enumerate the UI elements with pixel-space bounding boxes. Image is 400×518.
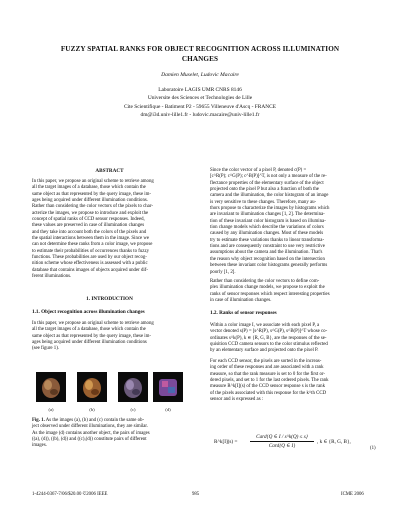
abstract-line: acterize the images, we propose to introduce and exploit the [32, 210, 149, 216]
caption-line: As the images (a), (b) and (c) contain the same ob- [45, 418, 145, 423]
body-line: measure R^k[I](s) of the CCD sensor response s is the rank [210, 384, 325, 390]
figure-label-a: (a) [48, 407, 54, 412]
subsection-heading-1-1: 1.1. Object recognition across illumination changes [32, 309, 145, 315]
intro-line: same object as that represented by the query image, these im- [32, 333, 152, 339]
subsection-heading-1-2: 1.2. Ranks of sensor responses [210, 310, 277, 316]
abstract-line: ages being acquired under different illumination conditions. [32, 198, 148, 204]
body-line: quisition CCD camera sensors to the color stimulus reflected [210, 342, 328, 348]
body-line: ranks of sensor responses which respect interesting properties [210, 291, 330, 297]
body-line: caused by any illumination changes. Most of these models [210, 231, 324, 237]
intro-line: all the target images of a database, those which contain the [32, 327, 146, 333]
abstract-line: can not determine these ranks from a color image, we propose [32, 242, 153, 248]
body-line: sensor and is expressed as : [210, 397, 264, 403]
abstract-body [32, 179, 187, 281]
intro-line: ages being acquired under different illumination conditions [32, 340, 147, 346]
equation-denominator: Card{Q ∈ I} [268, 443, 296, 449]
body-line: plex illumination change models, we propose to exploit the [210, 285, 325, 291]
right-paragraph-2 [210, 279, 370, 304]
abstract-line: to estimate their probabilities of occurrences thanks to fuzzy [32, 248, 150, 254]
body-line: vector denoted s(P) = [s^R(P), s^G(P), s^B(P)]^T whose co- [210, 329, 328, 335]
affiliation-emails: dm@i3d.univ-lille1.fr - ludovic.macaire@univ-lille1.fr [140, 111, 260, 118]
body-line: Rather than considering the color vectors to define com- [210, 279, 320, 284]
title-line-1: FUZZY SPATIAL RANKS FOR OBJECT RECOGNITION ACROSS ILLUMINATION [60, 45, 340, 53]
right-paragraph-3 [210, 323, 370, 355]
abstract-line: database that contains images of objects acquired under dif- [32, 267, 148, 273]
body-line: camera and the illumination, the color histogram of an image [210, 193, 329, 199]
caption-line: ((a), (d)), ((b), (d)) and ((c),(d)) constitute pairs of different [32, 437, 147, 443]
body-line: Since the color vector of a pixel P, denoted c(P) = [210, 168, 307, 173]
abstract-line: the spatial interactions between them in the image. Since we [32, 236, 150, 242]
affiliation-line-1: Laboratoire LAGIS UMR CNRS 8146 [158, 87, 242, 93]
body-line: tion of these invariant color histogram is based on illumina- [210, 218, 326, 224]
author-list: Damien Muselet, Ludovic Macaire [161, 72, 239, 78]
equation-lhs: R^k[I](s) = [214, 439, 238, 445]
body-line: by an elementary surface and projected onto the pixel P. [210, 348, 319, 354]
body-line: of the pixels associated with this response for the k^th CCD [210, 390, 327, 396]
equation-1 [214, 434, 364, 450]
body-line: try to estimate these variations thanks to linear transforma- [210, 237, 325, 243]
body-line: is very sensitive to these changes. Therefore, many au- [210, 199, 317, 205]
figure-image-d [153, 372, 183, 402]
body-line: measure, so that the rank measure is set to 0 for the first or- [210, 371, 326, 377]
abstract-line: ferent illuminations. [32, 274, 72, 280]
right-paragraph-1 [210, 168, 370, 276]
body-line: ordinates s^k(P), k ∈ {R, G, B}, are the responses of the se- [210, 335, 327, 341]
body-line: Within a color image I, we associate with each pixel P, a [210, 323, 320, 328]
figure-label-b: (b) [89, 407, 95, 412]
abstract-line: and they take into account both the colors of the pixels and [32, 229, 147, 235]
footer-isbn: 1-4244-0367-7/06/$20.00 ©2006 IEEE [32, 492, 108, 497]
figure-caption [32, 418, 187, 450]
body-line: flectance properties of the elementary surface of the object [210, 180, 324, 186]
caption-line: As the image (d) contains another object, the pairs of images [32, 430, 150, 436]
body-line: assumptions about the camera and the illumination. That's [210, 250, 323, 256]
body-line: projected onto the pixel P but also a function of both the [210, 187, 319, 193]
body-line: ing order of these responses and are associated with a rank [210, 365, 324, 371]
affiliation-block [60, 86, 340, 119]
figure-1 [32, 372, 187, 412]
abstract-line: nition scheme whose effectiveness is assessed with a public [32, 261, 148, 267]
body-line: dered pixels, and set to 1 for the last ordered pixels. The rank [210, 378, 329, 384]
body-line: between these invariant color histograms generally performs [210, 263, 328, 269]
caption-label: Fig. 1. [32, 418, 45, 423]
equation-numerator: Card{Q ∈ I / s^k(Q) ≤ s} [256, 434, 308, 440]
fraction-bar [250, 441, 314, 442]
body-line: the reason why object recognition based on the intersection [210, 256, 325, 262]
affiliation-line-3: Cite Scientifique - Batiment P2 - 59655 Villeneuve d'Ascq - FRANCE [123, 103, 277, 110]
page-number: 985 [192, 492, 200, 497]
intro-line: (see figure 1). [32, 346, 60, 352]
abstract-line: same object as that represented by the query image, these im- [32, 191, 152, 197]
footer-venue: ICME 2006 [341, 492, 364, 497]
abstract-line: functions. These probabilities are used by our object recog- [32, 255, 147, 261]
paper-title [40, 44, 360, 64]
body-line: are invariant to illumination changes [1, 2]. The determina- [210, 212, 325, 218]
caption-line: images. [32, 443, 47, 449]
equation-number: (1) [370, 446, 376, 451]
abstract-line: In this paper, we propose an original scheme to retrieve among [32, 179, 154, 184]
figure-label-d: (d) [165, 407, 171, 412]
equation-condition: , k ∈ {R, G, B}, [317, 439, 351, 445]
body-line: [c^R(P); c^G(P); c^B(P)]^T, is not only a measure of the re- [210, 174, 327, 180]
introduction-heading: 1. INTRODUCTION [86, 296, 133, 302]
body-line: in case of illumination changes. [210, 298, 272, 304]
title-line-2: CHANGES [181, 55, 219, 63]
affiliation-line-2: Universite des Sciences et Technologies de Lille [147, 95, 253, 102]
body-line: poorly [1, 2]. [210, 269, 236, 275]
abstract-line: Rather than considering the color vectors of the pixels to char- [32, 204, 153, 210]
right-paragraph-4 [210, 359, 370, 403]
body-line: tion change models which describe the variations of colors [210, 225, 324, 231]
body-line: tions and are consequently constraint to use very restrictive [210, 244, 325, 250]
abstract-heading: ABSTRACT [95, 168, 124, 174]
abstract-line: these values are preserved in case of illumination changes [32, 223, 145, 229]
figure-label-c: (c) [130, 407, 136, 412]
introduction-body [32, 321, 187, 353]
caption-line: ject observed under different illuminations, they are similar. [32, 424, 148, 430]
figure-image-c [118, 372, 148, 402]
body-line: For each CCD sensor, the pixels are sorted in the increas- [210, 359, 322, 364]
body-line: thors propose to characterize the images by histograms which [210, 206, 330, 212]
abstract-line: all the target images of a database, those which contain the [32, 185, 146, 191]
figure-image-a [36, 372, 66, 402]
figure-image-b [77, 372, 107, 402]
abstract-line: concept of spatial ranks of CCD sensor responses. Indeed, [32, 217, 145, 223]
intro-line: In this paper, we propose an original scheme to retrieve among [32, 321, 154, 326]
